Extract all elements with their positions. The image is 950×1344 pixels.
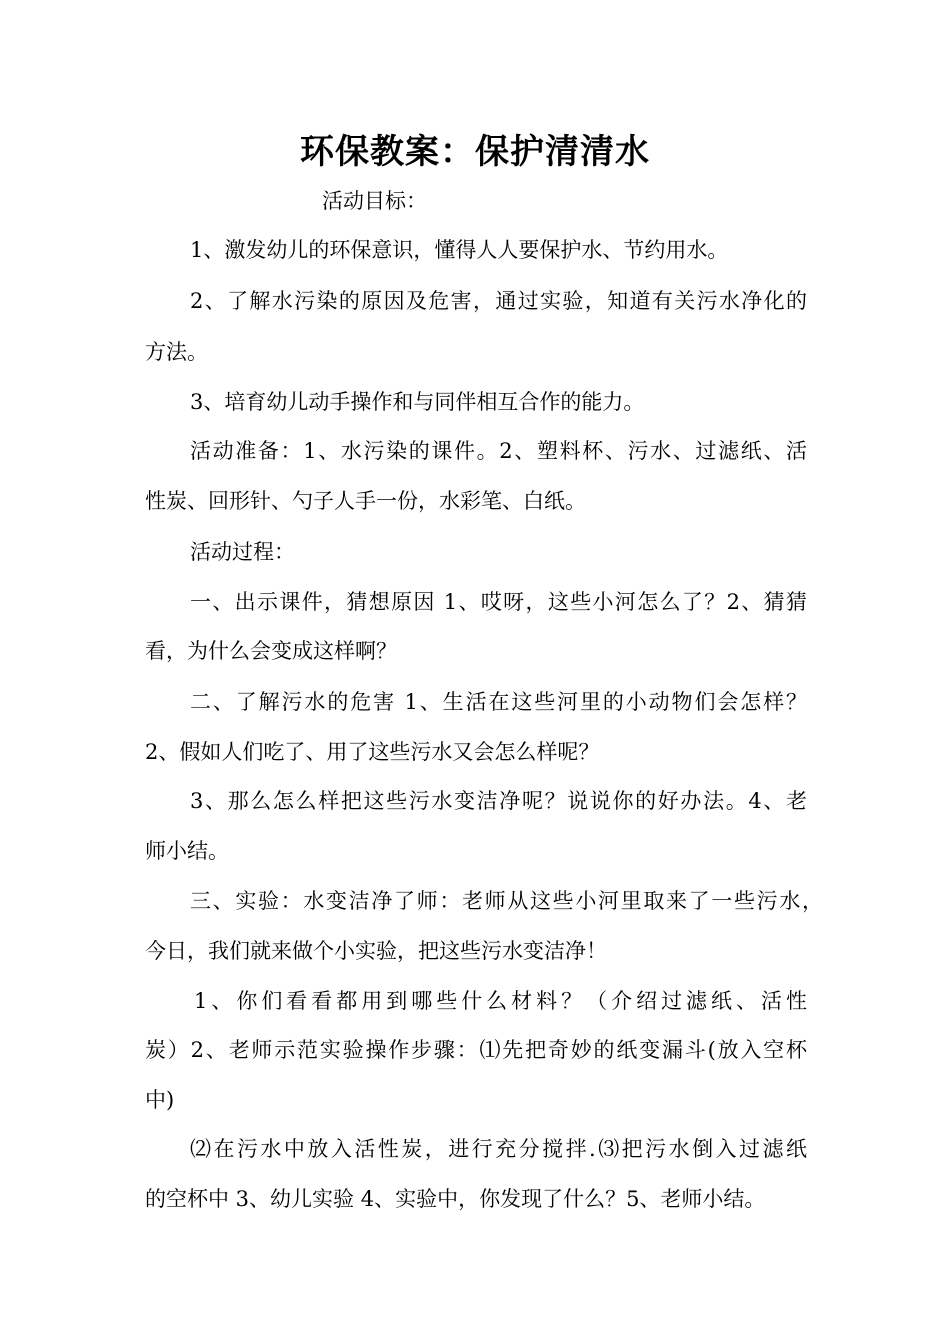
step-2-line-2: 2、假如人们吃了、用了这些污水又会怎么样呢？ [145, 740, 600, 764]
step-2-line-3: 3、那么怎么样把这些污水变洁净呢？说说你的好办法。4、老 [190, 789, 807, 813]
step-1-line-1: 一、出示课件，猜想原因 1、哎呀，这些小河怎么了？2、猜猜 [190, 590, 807, 614]
document-title: 环保教案：保护清清水 [300, 132, 650, 172]
goal-3: 3、培育幼儿动手操作和与同伴相互合作的能力。 [190, 390, 645, 414]
step-3-line-1: 三、实验：水变洁净了师：老师从这些小河里取来了一些污水， [190, 889, 823, 913]
goals-heading: 活动目标： [322, 189, 427, 213]
materials-line-3: 中) [145, 1088, 175, 1112]
step-3-line-2: 今日，我们就来做个小实验，把这些污水变洁净！ [145, 939, 607, 963]
materials-line-1: 1、你们看看都用到哪些什么材料？（介绍过滤纸、活性 [194, 989, 807, 1013]
step-1-line-2: 看，为什么会变成这样啊？ [145, 639, 397, 663]
preparation-line-1: 活动准备：1、水污染的课件。2、塑料杯、污水、过滤纸、活 [190, 439, 807, 463]
step-2-line-1: 二、了解污水的危害 1、生活在这些河里的小动物们会怎样？ [190, 690, 807, 714]
materials-line-2: 炭）2、老师示范实验操作步骤：⑴先把奇妙的纸变漏斗(放入空杯 [145, 1038, 807, 1062]
goal-2-line-2: 方法。 [145, 340, 208, 364]
process-heading: 活动过程： [190, 540, 295, 564]
procedure-line-1: ⑵在污水中放入活性炭，进行充分搅拌.⑶把污水倒入过滤纸 [190, 1137, 807, 1161]
goal-1: 1、激发幼儿的环保意识，懂得人人要保护水、节约用水。 [190, 238, 729, 262]
step-2-line-4: 师小结。 [145, 839, 229, 863]
goal-2-line-1: 2、了解水污染的原因及危害，通过实验，知道有关污水净化的 [190, 289, 807, 313]
procedure-line-2: 的空杯中 3、幼儿实验 4、实验中，你发现了什么？5、老师小结。 [145, 1187, 766, 1211]
preparation-line-2: 性炭、回形针、勺子人手一份，水彩笔、白纸。 [145, 489, 586, 513]
